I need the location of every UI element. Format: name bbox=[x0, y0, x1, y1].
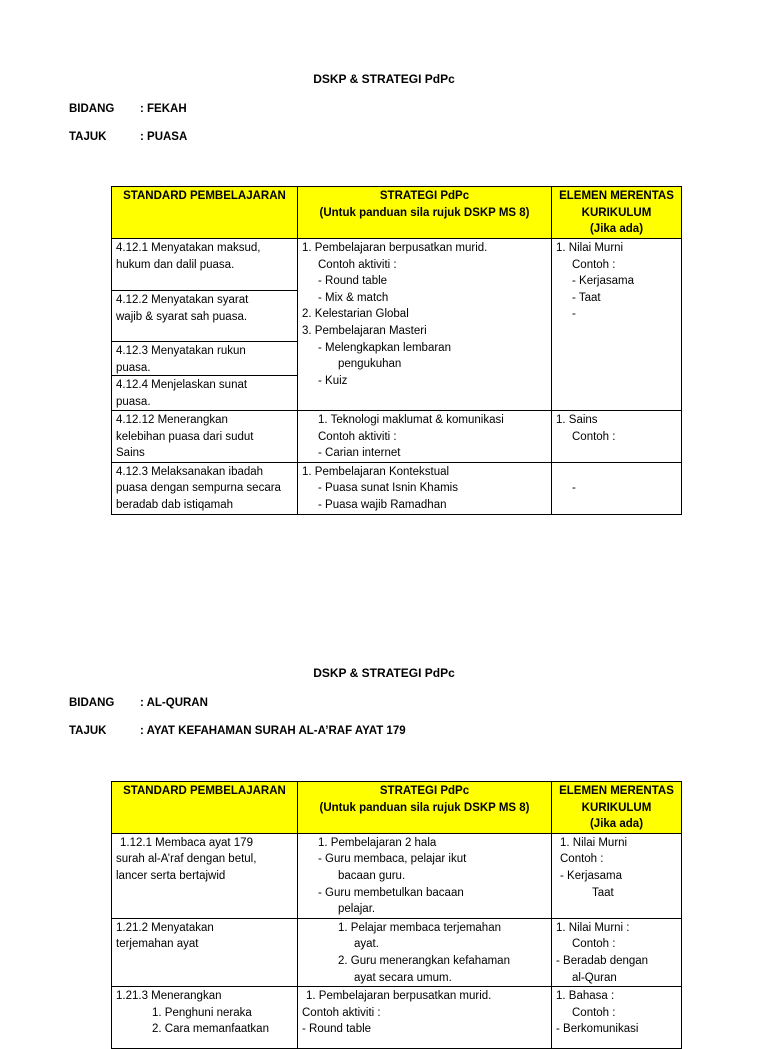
doc2-r3-standard: 1.21.3 Menerangkan 1. Penghuni neraka 2. Cara memanfaatkan bbox=[112, 987, 298, 1049]
doc1-bidang-label: BIDANG bbox=[69, 103, 115, 115]
table-row bbox=[112, 411, 682, 463]
doc1-r3-elemen: - bbox=[552, 462, 682, 514]
table-row bbox=[112, 833, 682, 918]
doc1-header-strategi: STRATEGI PdPc (Untuk panduan sila rujuk DSKP MS 8) bbox=[298, 187, 552, 239]
doc1-r1-elemen: 1. Nilai Murni Contoh : - Kerjasama - Taat - bbox=[552, 239, 682, 411]
doc1-header-row bbox=[112, 187, 682, 239]
doc2-tajuk-value: : AYAT KEFAHAMAN SURAH AL-A’RAF AYAT 179 bbox=[140, 725, 406, 737]
doc2-header-strategi: STRATEGI PdPc (Untuk panduan sila rujuk DSKP MS 8) bbox=[298, 782, 552, 834]
doc1-bidang-value: : FEKAH bbox=[140, 103, 187, 115]
doc2-header-standard: STANDARD PEMBELAJARAN bbox=[112, 782, 298, 834]
doc2-r3-elemen: 1. Bahasa : Contoh : - Berkomunikasi bbox=[552, 987, 682, 1049]
doc2-r3-strategi: 1. Pembelajaran berpusatkan murid. Contoh aktiviti : - Round table bbox=[298, 987, 552, 1049]
doc1-r2-standard: 4.12.12 Menerangkan kelebihan puasa dari sudut Sains bbox=[112, 411, 298, 463]
doc2-tajuk bbox=[69, 725, 406, 737]
doc2-r1-elemen: 1. Nilai Murni Contoh : - Kerjasama Taat bbox=[552, 833, 682, 918]
standard-item: 4.12.2 Menyatakan syarat wajib & syarat sah puasa. bbox=[112, 291, 297, 342]
table-row bbox=[112, 987, 682, 1049]
doc1-r2-strategi: 1. Teknologi maklumat & komunikasi Contoh aktiviti : - Carian internet bbox=[298, 411, 552, 463]
standard-item: 4.12.1 Menyatakan maksud, hukum dan dalil puasa. bbox=[112, 239, 297, 291]
doc1-tajuk-label: TAJUK bbox=[69, 131, 107, 143]
doc2-tajuk-label: TAJUK bbox=[69, 725, 107, 737]
doc2-r2-strategi: 1. Pelajar membaca terjemahan ayat. 2. Guru menerangkan kefahaman ayat secara umum. bbox=[298, 918, 552, 986]
doc2-r2-elemen: 1. Nilai Murni : Contoh : - Beradab dengan al-Quran bbox=[552, 918, 682, 986]
doc1-table bbox=[111, 186, 682, 515]
doc2-r2-standard: 1.21.2 Menyatakan terjemahan ayat bbox=[112, 918, 298, 986]
doc2-header-elemen: ELEMEN MERENTAS KURIKULUM (Jika ada) bbox=[552, 782, 682, 834]
doc2-r1-standard: 1.12.1 Membaca ayat 179 surah al-A’raf dengan betul, lancer serta bertajwid bbox=[112, 833, 298, 918]
doc1-title: DSKP & STRATEGI PdPc bbox=[313, 72, 455, 86]
doc2-r1-strategi: 1. Pembelajaran 2 hala - Guru membaca, pelajar ikut bacaan guru. - Guru membetulkan bacaan pelajar. bbox=[298, 833, 552, 918]
table-row bbox=[112, 239, 682, 411]
table-row bbox=[112, 918, 682, 986]
doc1-tajuk-value: : PUASA bbox=[140, 131, 188, 143]
table-row bbox=[112, 462, 682, 514]
doc2-header-row bbox=[112, 782, 682, 834]
doc1-header-standard: STANDARD PEMBELAJARAN bbox=[112, 187, 298, 239]
doc1-r3-strategi: 1. Pembelajaran Kontekstual - Puasa sunat Isnin Khamis - Puasa wajib Ramadhan bbox=[298, 462, 552, 514]
doc2-bidang-value: : AL-QURAN bbox=[140, 697, 208, 709]
doc2-title: DSKP & STRATEGI PdPc bbox=[313, 666, 455, 680]
doc1-tajuk bbox=[69, 131, 187, 143]
doc1-r3-standard: 4.12.3 Melaksanakan ibadah puasa dengan sempurna secara beradab dab istiqamah bbox=[112, 462, 298, 514]
doc2-bidang-label: BIDANG bbox=[69, 697, 115, 709]
doc1-r1-strategi: 1. Pembelajaran berpusatkan murid. Contoh aktiviti : - Round table - Mix & match 2. Kelestarian Global 3. Pembelajaran Masteri - Melengkapkan lembaran pengukuhan - Kuiz bbox=[298, 239, 552, 411]
doc1-header-elemen: ELEMEN MERENTAS KURIKULUM (Jika ada) bbox=[552, 187, 682, 239]
doc1-r1-standard bbox=[112, 239, 298, 411]
doc1-r2-elemen: 1. Sains Contoh : bbox=[552, 411, 682, 463]
doc2-bidang bbox=[69, 697, 208, 709]
doc1-bidang bbox=[69, 103, 187, 115]
standard-item: 4.12.3 Menyatakan rukun puasa. bbox=[112, 342, 297, 376]
standard-item: 4.12.4 Menjelaskan sunat puasa. bbox=[116, 379, 248, 408]
doc2-table bbox=[111, 781, 682, 1049]
